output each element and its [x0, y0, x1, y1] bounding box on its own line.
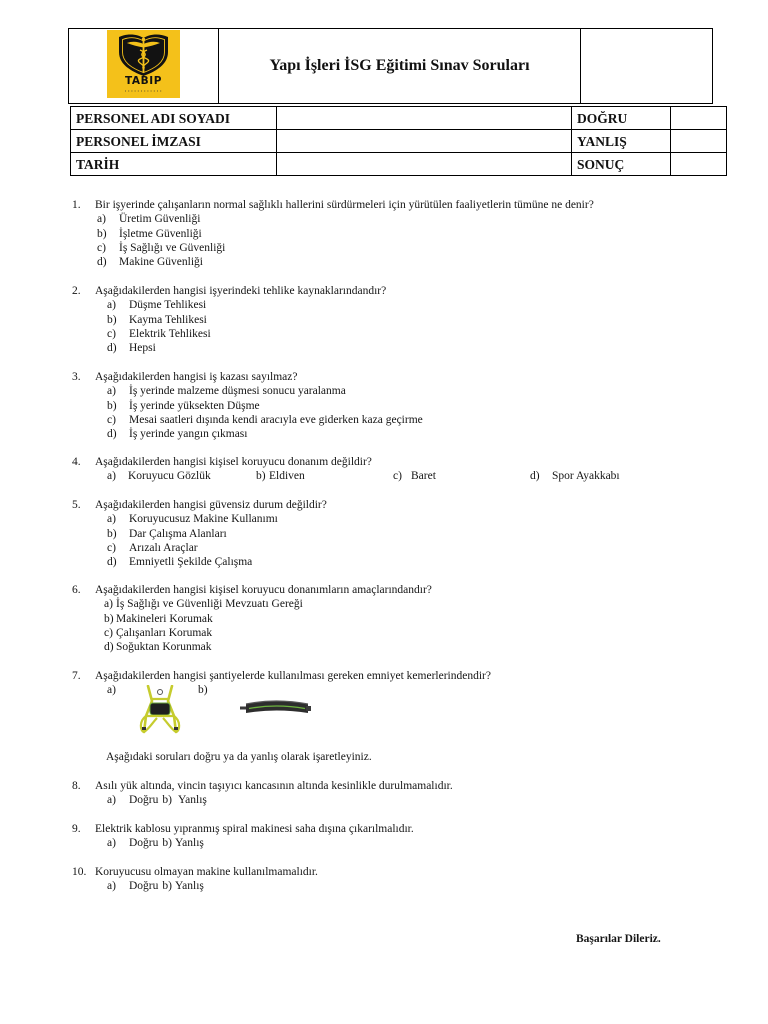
option-letter: b): [256, 470, 266, 483]
option-text: Yanlış: [177, 794, 207, 807]
question-number: 3.: [72, 371, 81, 383]
option-letter: a): [107, 385, 116, 398]
option-c: [97, 241, 768, 255]
wrong-value-cell: [671, 130, 727, 153]
option-text: Çalışanları Korumak: [116, 626, 213, 639]
option-text: Dar Çalışma Alanları: [129, 527, 227, 540]
option-b: [256, 469, 305, 483]
question-line: [0, 498, 768, 512]
question-5: [0, 498, 768, 569]
true-false-options: [107, 879, 768, 893]
option-text: İş Sağlığı ve Güvenliği: [119, 241, 226, 254]
question-8: [0, 779, 768, 808]
option-c: [107, 413, 768, 427]
option-letter: d): [530, 470, 540, 483]
harness-right-buckle: [174, 727, 178, 730]
option-a: [107, 469, 211, 483]
date-value-cell: [277, 153, 572, 176]
option-letter: a): [107, 794, 116, 807]
result-value-cell: [671, 153, 727, 176]
belt-strap-tail: [240, 707, 247, 710]
question-number: 8.: [72, 780, 81, 792]
option-letter: a): [107, 513, 116, 526]
option-text: Doğru: [129, 794, 159, 807]
option-letter: b): [97, 227, 107, 240]
option-letter: c): [104, 626, 113, 639]
signature-value-cell: [277, 130, 572, 153]
question-line: [0, 779, 768, 793]
option-text: Üretim Güvenliği: [119, 213, 201, 226]
waist-safety-belt-icon: [240, 697, 312, 719]
option-text: Mesai saatleri dışında kendi aracıyla eve giderken kaza geçirme: [129, 413, 423, 426]
belt-buckle: [306, 706, 311, 711]
question-line: [0, 822, 768, 836]
question-2: [0, 284, 768, 355]
option-letter: b): [162, 837, 172, 850]
info-row-date: [71, 153, 727, 176]
option-b: [104, 612, 768, 626]
header-table: [68, 28, 713, 104]
option-letter: b): [107, 313, 117, 326]
option-list: [104, 597, 768, 654]
option-text: Baret: [411, 470, 436, 483]
option-text: Düşme Tehlikesi: [129, 299, 207, 312]
signature-label: PERSONEL İMZASI: [71, 130, 277, 153]
info-row-name: [71, 107, 727, 130]
harness-back-pad: [150, 703, 170, 715]
option-list: [107, 836, 768, 850]
result-label: SONUÇ: [572, 153, 671, 176]
page-title: Yapı İşleri İSG Eğitimi Sınav Soruları: [269, 57, 530, 74]
true-false-options: [107, 793, 768, 807]
option-b: [107, 527, 768, 541]
option-d: [104, 640, 768, 654]
logo-cell: [69, 29, 219, 103]
option-list: [107, 384, 768, 441]
option-letter: b): [107, 399, 117, 412]
option-letter: a): [107, 880, 116, 893]
true-false-instruction: Aşağıdaki soruları doğru ya da yanlış olarak işaretleyiniz.: [106, 751, 372, 763]
question-text: Koruyucusu olmayan makine kullanılmamalıdır.: [95, 866, 318, 878]
option-row: [0, 683, 768, 697]
option-letter: c): [107, 413, 116, 426]
question-line: [0, 583, 768, 597]
question-text: Aşağıdakilerden hangisi şantiyelerde kullanılması gereken emniyet kemerlerindendir?: [95, 670, 491, 682]
question-text: Asılı yük altında, vincin taşıyıcı kancasının altında kesinlikle durulmamalıdır.: [95, 780, 453, 792]
personnel-info-table: [70, 106, 727, 176]
harness-left-buckle: [142, 727, 146, 730]
info-row-signature: [71, 130, 727, 153]
name-value-cell: [277, 107, 572, 130]
option-text: Emniyetli Şekilde Çalışma: [129, 556, 253, 569]
option-text: Soğuktan Korunmak: [116, 641, 212, 654]
question-6: [0, 583, 768, 654]
option-list: [107, 512, 768, 569]
option-a: [107, 384, 768, 398]
option-b: [107, 313, 768, 327]
question-line: [0, 455, 768, 469]
option-d: [530, 469, 620, 483]
option-letter: a): [107, 684, 116, 697]
option-letter: a): [104, 598, 113, 611]
true-false-options: [107, 836, 768, 850]
option-text: Koruyucu Gözlük: [128, 470, 211, 483]
option-text: Kayma Tehlikesi: [129, 313, 207, 326]
question-line: [0, 198, 768, 212]
option-d: [97, 255, 768, 269]
option-letter: c): [107, 327, 116, 340]
option-a: [104, 597, 768, 611]
option-letter: c): [393, 470, 402, 483]
option-row: [0, 469, 768, 483]
option-letter: d): [107, 342, 117, 355]
title-cell: [219, 29, 581, 103]
question-number: 2.: [72, 285, 81, 297]
option-letter: a): [107, 299, 116, 312]
option-c: [104, 626, 768, 640]
option-a: [107, 298, 768, 312]
option-letter: a): [107, 837, 116, 850]
option-text: İş yerinde malzeme düşmesi sonucu yaralanma: [129, 385, 346, 398]
option-text: Elektrik Tehlikesi: [129, 327, 211, 340]
option-letter: d): [97, 256, 107, 269]
option-letter: d): [104, 641, 114, 654]
name-label: PERSONEL ADI SOYADI: [71, 107, 277, 130]
option-letter: b): [162, 880, 172, 893]
option-b: [107, 399, 768, 413]
question-number: 5.: [72, 499, 81, 511]
option-list: [107, 879, 768, 893]
option-d: [107, 427, 768, 441]
question-number: 1.: [72, 199, 81, 211]
question-number: 7.: [72, 670, 81, 682]
option-group: [129, 793, 207, 807]
option-letter: d): [107, 556, 117, 569]
question-7: [0, 669, 768, 698]
option-text: Makine Güvenliği: [119, 256, 203, 269]
option-text: Makineleri Korumak: [116, 612, 213, 625]
date-label: TARİH: [71, 153, 277, 176]
question-text: Aşağıdakilerden hangisi güvensiz durum değildir?: [95, 499, 327, 511]
option-text: Doğru: [129, 880, 159, 893]
option-c: [107, 327, 768, 341]
option-letter: a): [107, 470, 116, 483]
question-text: Elektrik kablosu yıpranmış spiral makinesi saha dışına çıkarılmalıdır.: [95, 823, 414, 835]
option-letter: b): [107, 527, 117, 540]
question-3: [0, 370, 768, 441]
question-text: Aşağıdakilerden hangisi kişisel koruyucu donanımların amaçlarındandır?: [95, 584, 432, 596]
option-text: Yanlış: [174, 837, 204, 850]
option-b: [97, 227, 768, 241]
option-text: Yanlış: [174, 880, 204, 893]
question-9: [0, 822, 768, 851]
option-text: Arızalı Araçlar: [129, 541, 198, 554]
blank-header-cell: [581, 29, 712, 103]
question-text: Aşağıdakilerden hangisi kişisel koruyucu donanım değildir?: [95, 456, 372, 468]
option-letter: b): [104, 612, 114, 625]
option-text: İş yerinde yüksekten Düşme: [129, 399, 260, 412]
option-d: [107, 341, 768, 355]
question-10: [0, 865, 768, 894]
question-line: [0, 669, 768, 683]
option-letter: c): [107, 541, 116, 554]
question-text: Bir işyerinde çalışanların normal sağlıklı hallerini sürdürmeleri için yürütülen faaliyetlerin tümüne ne denir?: [95, 199, 594, 211]
question-line: [0, 284, 768, 298]
option-text: İş Sağlığı ve Güvenliği Mevzuatı Gereği: [116, 598, 303, 611]
option-letter: c): [97, 241, 106, 254]
closing-message: Başarılar Dileriz.: [576, 933, 661, 945]
question-number: 6.: [72, 584, 81, 596]
question-number: 10.: [72, 866, 87, 878]
harness-d-ring: [158, 690, 163, 695]
question-number: 4.: [72, 456, 81, 468]
logo-text: TABIP: [124, 75, 163, 87]
question-number: 9.: [72, 823, 81, 835]
option-a: [107, 512, 768, 526]
question-4: [0, 455, 768, 484]
option-text: Koruyucusuz Makine Kullanımı: [129, 513, 278, 526]
option-c: [393, 469, 436, 483]
option-text: Doğru: [129, 837, 159, 850]
tabip-logo: [107, 30, 180, 98]
option-letter: b): [198, 684, 208, 697]
question-line: [0, 865, 768, 879]
full-body-harness-icon: [135, 685, 185, 740]
wrong-label: YANLIŞ: [572, 130, 671, 153]
option-letter: d): [107, 428, 117, 441]
question-line: [0, 370, 768, 384]
option-list: [107, 298, 768, 355]
correct-value-cell: [671, 107, 727, 130]
shield-caduceus-icon: [107, 30, 180, 98]
caduceus-knob: [142, 38, 145, 41]
correct-label: DOĞRU: [572, 107, 671, 130]
option-text: Hepsi: [129, 342, 156, 355]
option-list: [107, 793, 768, 807]
question-text: Aşağıdakilerden hangisi işyerindeki tehlike kaynaklarındandır?: [95, 285, 387, 297]
option-text: Eldiven: [269, 470, 305, 483]
option-list: [97, 212, 768, 269]
question-text: Aşağıdakilerden hangisi iş kazası sayılmaz?: [95, 371, 298, 383]
option-text: İş yerinde yangın çıkması: [129, 428, 248, 441]
option-letter: a): [97, 213, 106, 226]
option-letter: b): [162, 794, 172, 807]
option-group: [129, 879, 204, 893]
option-text: Spor Ayakkabı: [552, 470, 620, 483]
option-a: [97, 212, 768, 226]
option-group: [129, 836, 204, 850]
option-c: [107, 541, 768, 555]
option-text: İşletme Güvenliği: [119, 227, 202, 240]
question-1: [0, 198, 768, 269]
option-d: [107, 555, 768, 569]
